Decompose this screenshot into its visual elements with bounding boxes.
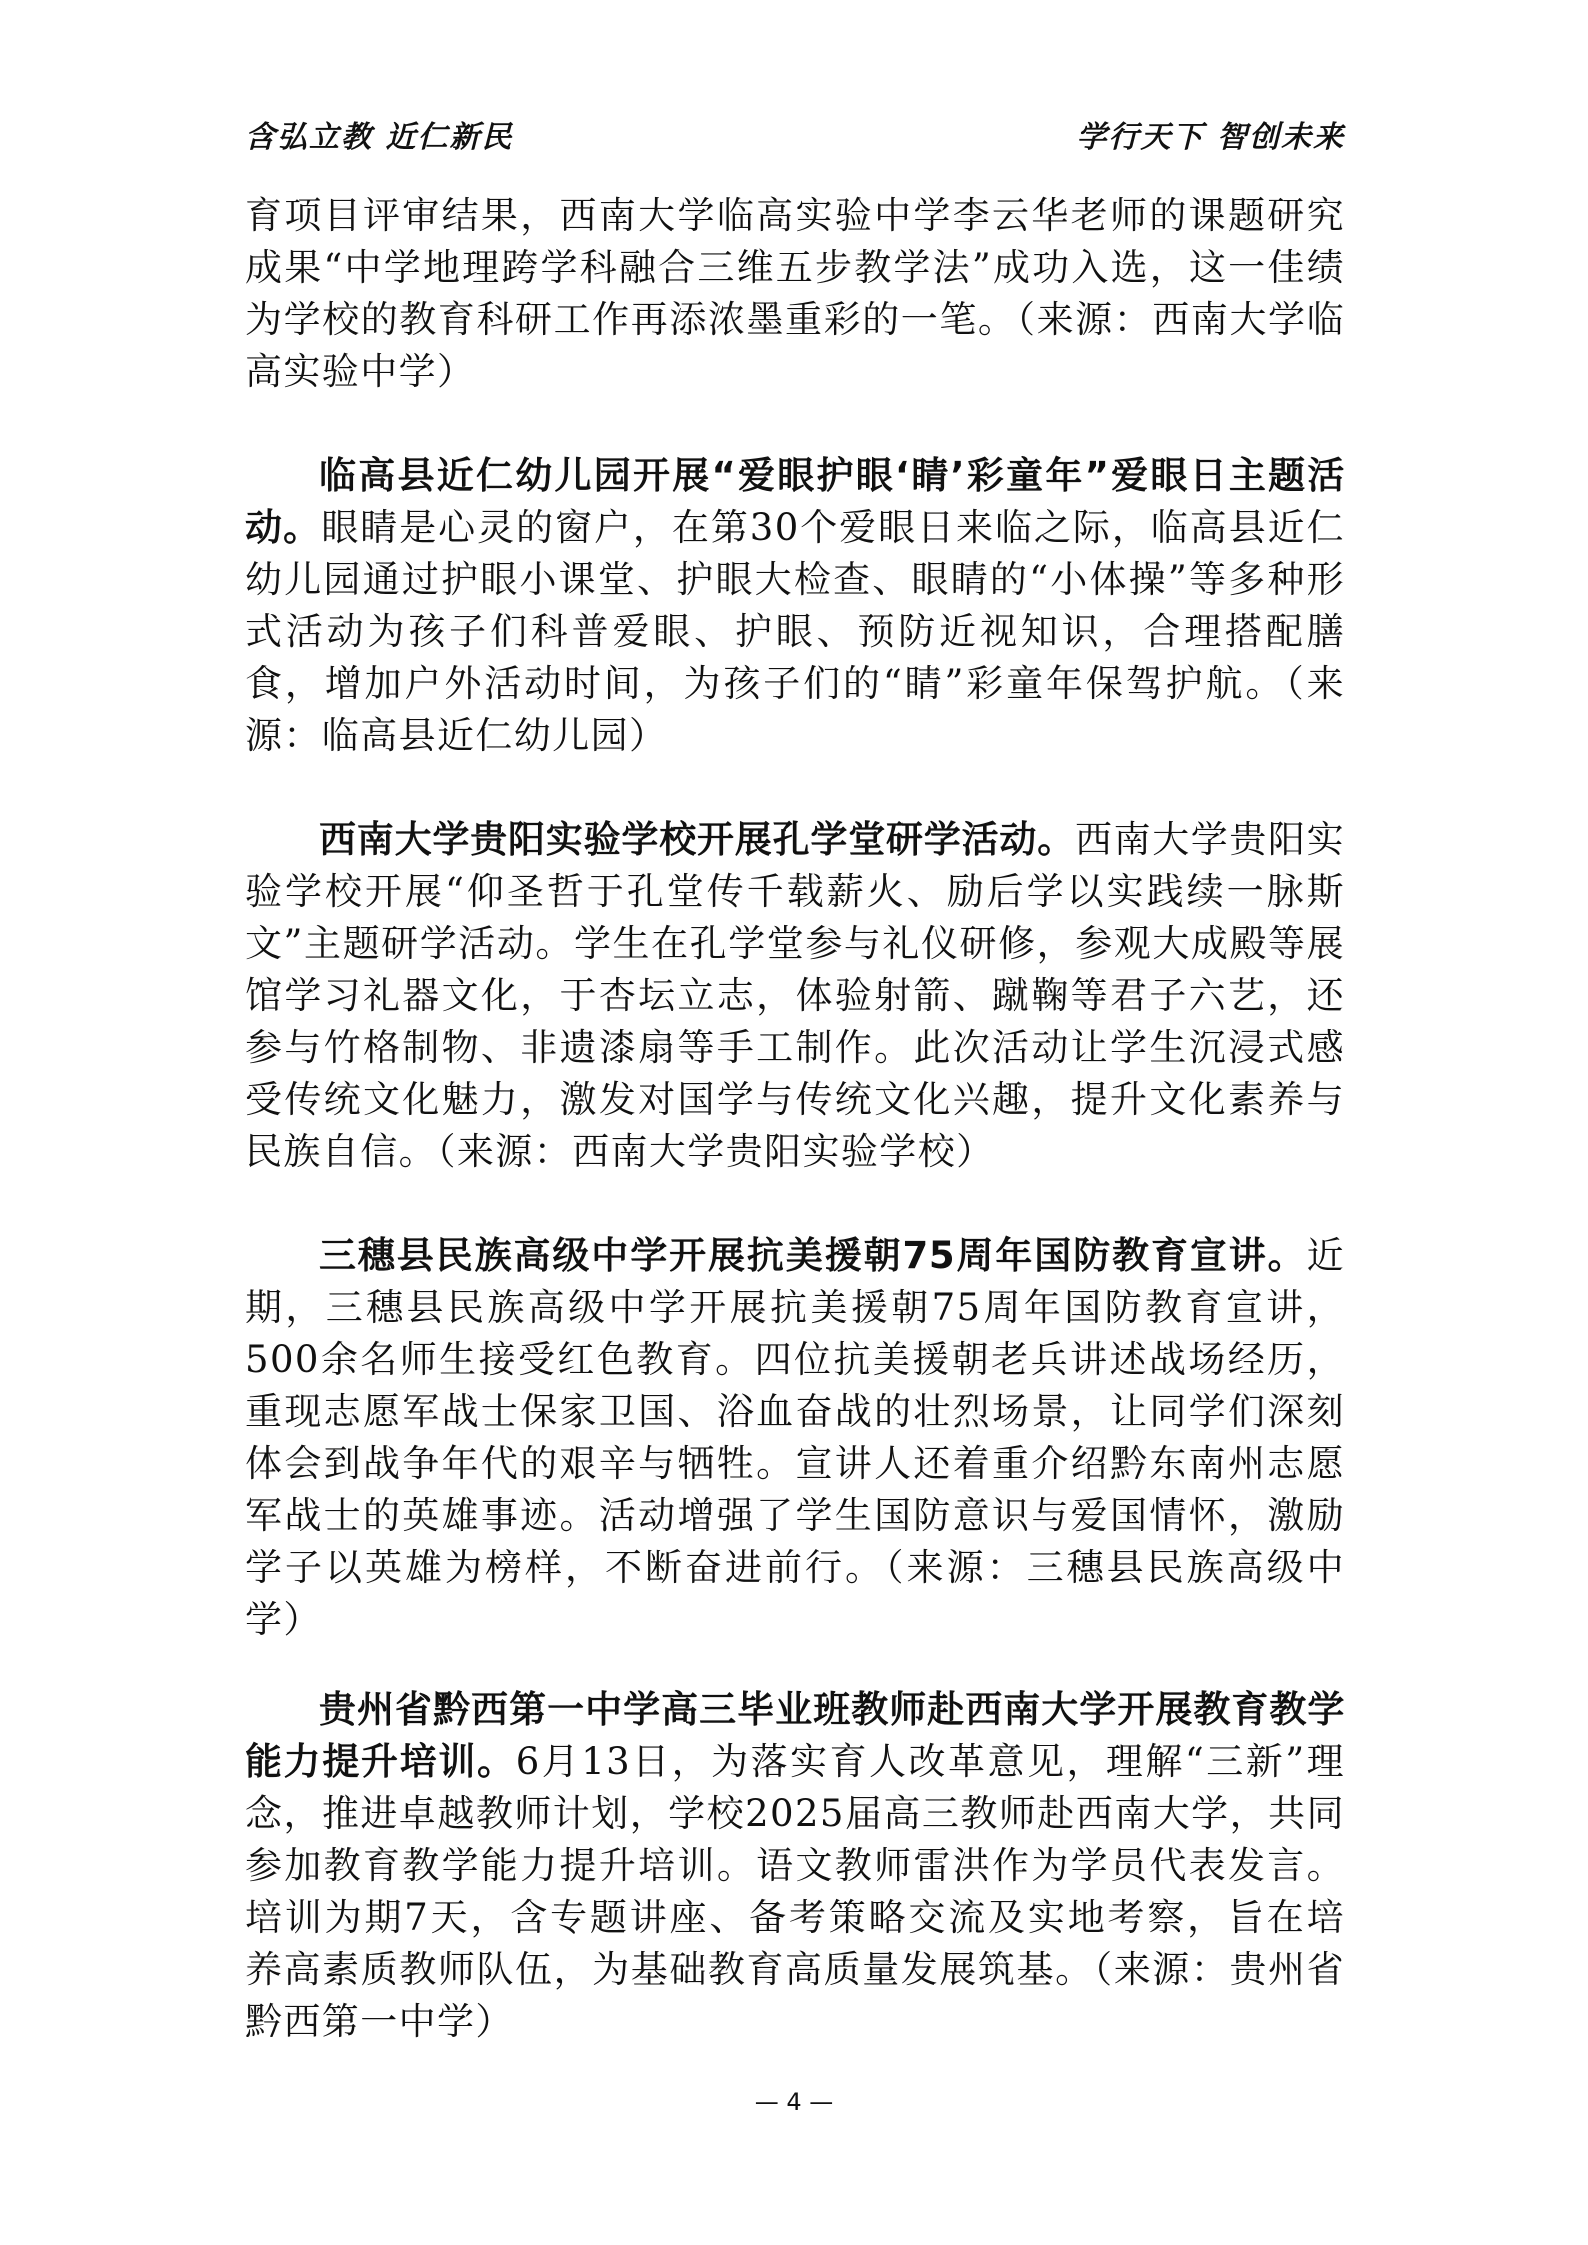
news-item-body: 近期，三穗县民族高级中学开展抗美援朝75周年国防教育宣讲，500余名师生接受红色教育。四位抗美援朝老兵讲述战场经历，重现志愿军战士保家卫国、浴血奋战的壮烈场景，让同学们深刻体会到战争年代的艰辛与牺牲。宣讲人还着重介绍黔东南州志愿军战士的英雄事迹。活动增强了学生国防意识与爱国情怀，激励学子以英雄为榜样，不断奋进前行。（来源：三穗县民族高级中学） — [245, 1234, 1345, 1641]
news-item-body: 西南大学贵阳实验学校开展“仰圣哲于孔堂传千载薪火、励后学以实践续一脉斯文”主题研学活动。学生在孔学堂参与礼仪研修，参观大成殿等展馆学习礼器文化，于杏坛立志，体验射箭、蹴鞠等君子六艺，还参与竹格制物、非遗漆扇等手工制作。此次活动让学生沉浸式感受传统文化魅力，激发对国学与传统文化兴趣，提升文化素养与民族自信。（来源：西南大学贵阳实验学校） — [245, 818, 1345, 1173]
page-header — [245, 112, 1345, 156]
news-item-qianxi-school — [245, 1684, 1345, 2048]
news-item-body: 6月13日，为落实育人改革意见，理解“三新”理念，推进卓越教师计划，学校2025届高三教师赴西南大学，共同参加教育教学能力提升培训。语文教师雷洪作为学员代表发言。培训为期7天，含专题讲座、备考策略交流及实地考察，旨在培养高素质教师队伍，为基础教育高质量发展筑基。（来源：贵州省黔西第一中学） — [245, 1740, 1346, 2043]
header-left-motto: 含弘立教 近仁新民 — [245, 120, 514, 155]
news-item-kindergarten — [245, 450, 1345, 762]
news-item-title: 贵州省黔西第一中学高三毕业班教师赴西南大学开展教育教学能力提升培训。 — [245, 1688, 1345, 1783]
news-item-title: 西南大学贵阳实验学校开展孔学堂研学活动。 — [319, 818, 1075, 861]
header-right-motto: 学行天下 智创未来 — [1076, 120, 1345, 155]
news-item-title: 临高县近仁幼儿园开展“爱眼护眼‘睛’彩童年”爱眼日主题活动。 — [245, 454, 1345, 549]
intro-paragraph: 育项目评审结果，西南大学临高实验中学李云华老师的课题研究成果“中学地理跨学科融合三维五步教学法”成功入选，这一佳绩为学校的教育科研工作再添浓墨重彩的一笔。（来源：西南大学临高实验中学） — [245, 194, 1345, 393]
news-item-sansui-school — [245, 1230, 1345, 1646]
news-content — [245, 190, 1345, 2048]
page-number: — 4 — — [754, 2088, 834, 2116]
news-item-title: 三穗县民族高级中学开展抗美援朝75周年国防教育宣讲。 — [319, 1234, 1307, 1277]
news-item-body: 眼睛是心灵的窗户，在第30个爱眼日来临之际，临高县近仁幼儿园通过护眼小课堂、护眼大检查、眼睛的“小体操”等多种形式活动为孩子们科普爱眼、护眼、预防近视知识，合理搭配膳食，增加户外活动时间，为孩子们的“睛”彩童年保驾护航。（来源：临高县近仁幼儿园） — [245, 506, 1345, 757]
news-item-guiyang-school — [245, 814, 1345, 1178]
